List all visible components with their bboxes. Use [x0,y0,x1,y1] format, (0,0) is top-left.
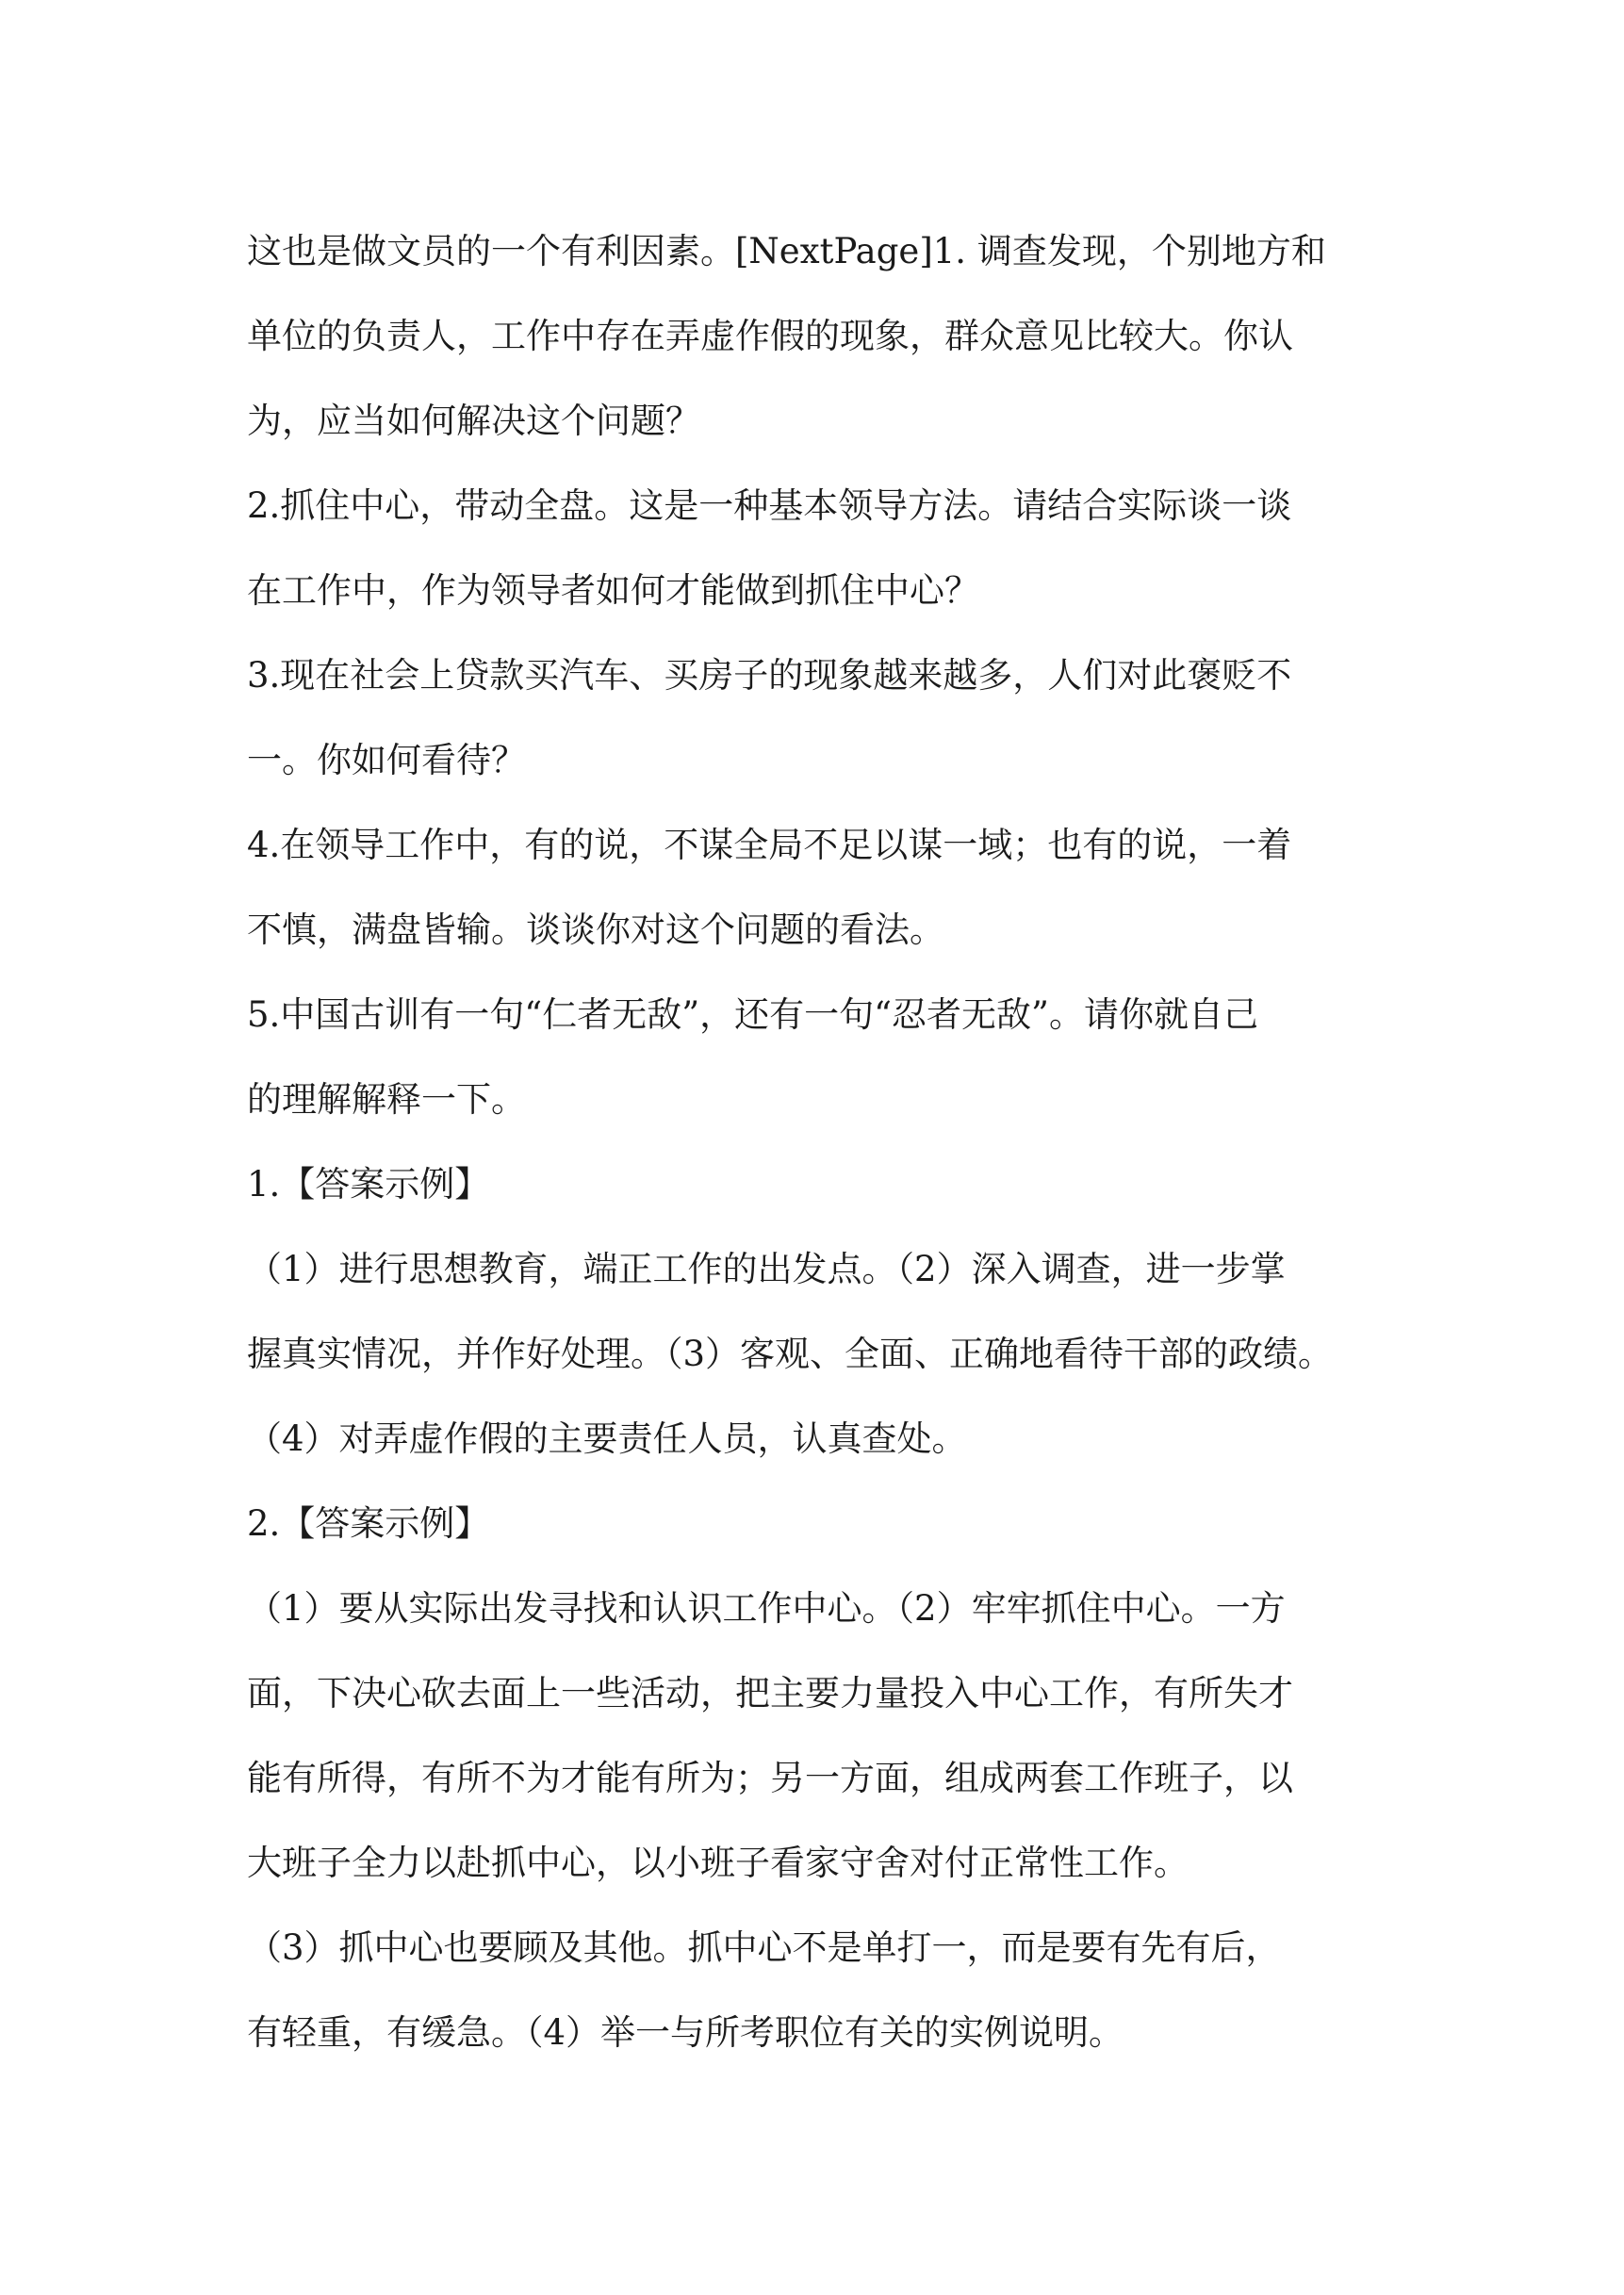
text-line: 能有所得，有所不为才能有所为；另一方面，组成两套工作班子，以 [247,1758,1293,1798]
text-line: 在工作中，作为领导者如何才能做到抓住中心？ [247,570,979,611]
text-line: 这也是做文员的一个有利因素。[NextPage]1. 调查发现，个别地方和 [247,231,1326,271]
text-line: 单位的负责人，工作中存在弄虚作假的现象，群众意见比较大。你认 [247,316,1293,356]
text-line: 3.现在社会上贷款买汽车、买房子的现象越来越多，人们对此褒贬不 [247,655,1292,696]
text-line: 的理解解释一下。 [247,1079,526,1120]
text-line: （1）进行思想教育，端正工作的出发点。（2）深入调查，进一步掌 [247,1249,1286,1289]
text-line: 握真实情况，并作好处理。（3）客观、全面、正确地看待干部的政绩。 [247,1334,1334,1374]
text-line: 2.抓住中心，带动全盘。这是一种基本领导方法。请结合实际谈一谈 [247,485,1292,526]
text-line: （1）要从实际出发寻找和认识工作中心。（2）牢牢抓住中心。一方 [247,1588,1286,1629]
text-line: （4）对弄虚作假的主要责任人员，认真查处。 [247,1418,967,1459]
text-line: 5.中国古训有一句“仁者无敌”，还有一句“忍者无敌”。请你就自己 [247,994,1258,1035]
answer-heading: 1.【答案示例】 [247,1164,490,1205]
text-line: 为，应当如何解决这个问题？ [247,401,700,441]
text-line: 一。你如何看待？ [247,740,526,780]
text-line: 有轻重，有缓急。（4）举一与所考职位有关的实例说明。 [247,2012,1124,2053]
text-line: 不慎，满盘皆输。谈谈你对这个问题的看法。 [247,910,944,950]
text-line: 4.在领导工作中，有的说，不谋全局不足以谋一域；也有的说，一着 [247,825,1292,865]
text-line: 大班子全力以赴抓中心，以小班子看家守舍对付正常性工作。 [247,1843,1189,1883]
answer-heading: 2.【答案示例】 [247,1503,490,1544]
text-line: （3）抓中心也要顾及其他。抓中心不是单打一，而是要有先有后， [247,1927,1281,1968]
text-line: 面，下决心砍去面上一些活动，把主要力量投入中心工作，有所失才 [247,1673,1293,1713]
document-body [247,209,1387,2075]
